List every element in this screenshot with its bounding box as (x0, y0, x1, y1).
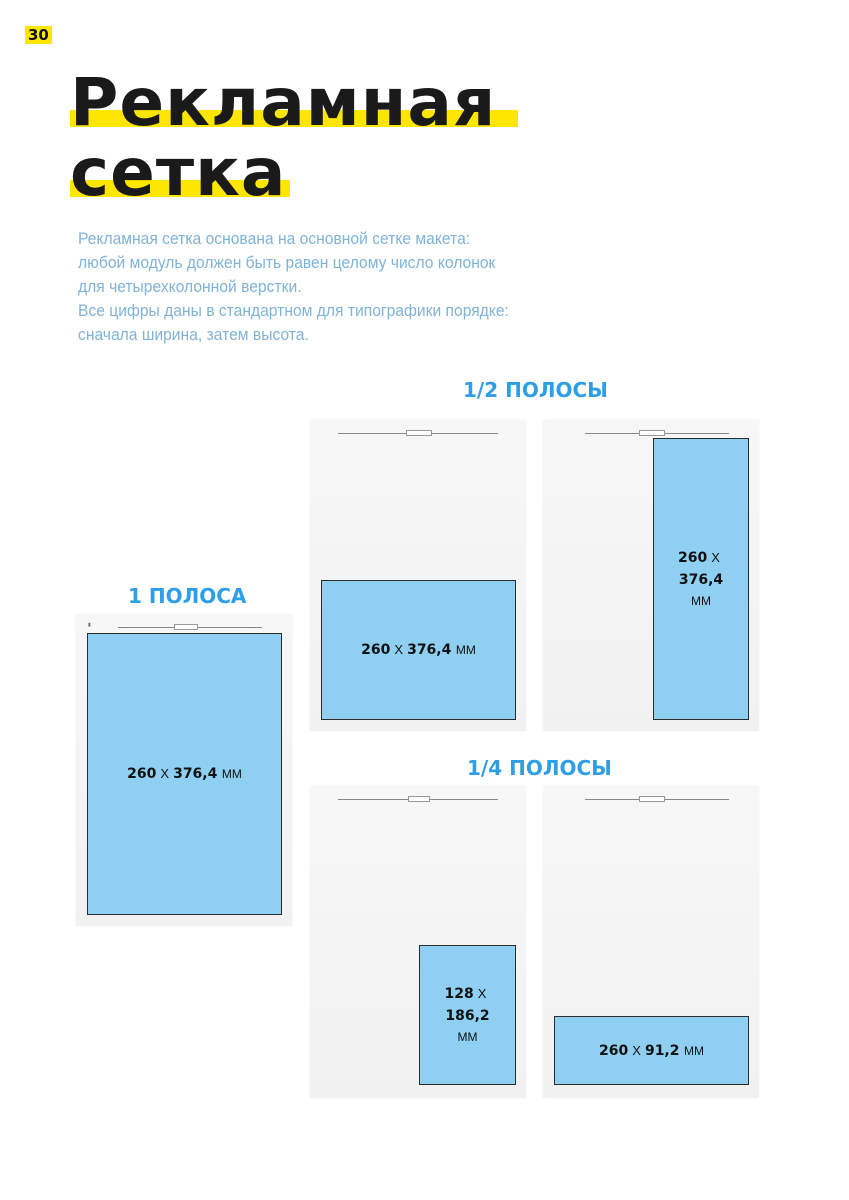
ad-block-half-horizontal (321, 580, 516, 720)
intro-line: для четырехколонной верстки. (78, 277, 302, 296)
ad-unit: ММ (683, 1043, 704, 1058)
ad-block-quarter-strip (554, 1016, 749, 1085)
ad-unit: ММ (691, 594, 711, 608)
header-box (174, 624, 198, 630)
ad-unit: ММ (457, 1030, 478, 1044)
page-mockup-half-horizontal (310, 420, 526, 731)
ad-height: 376,4 (678, 572, 724, 588)
ad-height: 376,4 (407, 642, 452, 658)
ad-width: 260 (127, 766, 157, 782)
header-box (408, 796, 430, 802)
ad-width: 128 (444, 986, 474, 1002)
title-text-1: Рекламная (70, 64, 497, 141)
ad-height: 376,4 (173, 766, 218, 782)
intro-line: Рекламная сетка основана на основной сетке макета: (78, 229, 471, 248)
ad-times: Х (160, 766, 170, 781)
ad-block-half-vertical (653, 438, 749, 720)
ad-times: Х (477, 986, 487, 1001)
intro-line: Все цифры даны в стандартном для типографики порядке: (78, 301, 509, 320)
page-mark: ▮ (88, 622, 91, 628)
ad-height: 91,2 (644, 1042, 680, 1059)
header-box (639, 796, 665, 802)
page-mockup-quarter-strip (543, 786, 759, 1098)
intro-line: сначала ширина, затем высота. (78, 325, 309, 344)
ad-times: Х (711, 550, 720, 565)
intro-line: любой модуль должен быть равен целому число колонок (78, 253, 496, 272)
ad-block-full (87, 633, 282, 915)
page-number: 30 (25, 26, 52, 44)
ad-width: 260 (599, 1042, 629, 1059)
ad-block-quarter (419, 945, 516, 1085)
page-title-line-2 (70, 134, 287, 211)
header-box (639, 430, 665, 436)
page-mockup-full (76, 614, 292, 926)
page-mockup-half-vertical (543, 420, 759, 731)
ad-times: Х (394, 642, 404, 657)
ad-times: Х (632, 1042, 641, 1058)
title-text-2: сетка (70, 134, 287, 211)
page-mockup-quarter-block (310, 786, 526, 1098)
ad-height: 186,2 (445, 1008, 490, 1024)
heading-half-page: 1/2 ПОЛОСЫ (463, 378, 608, 402)
header-box (406, 430, 432, 436)
ad-unit: ММ (455, 643, 476, 657)
heading-quarter-page: 1/4 ПОЛОСЫ (467, 756, 612, 780)
ad-unit: ММ (221, 767, 242, 781)
ad-width: 260 (361, 642, 391, 658)
heading-full-page: 1 ПОЛОСА (128, 584, 247, 608)
intro-paragraph (78, 227, 510, 347)
ad-width: 260 (678, 550, 708, 566)
page-title-line-1 (70, 64, 497, 141)
